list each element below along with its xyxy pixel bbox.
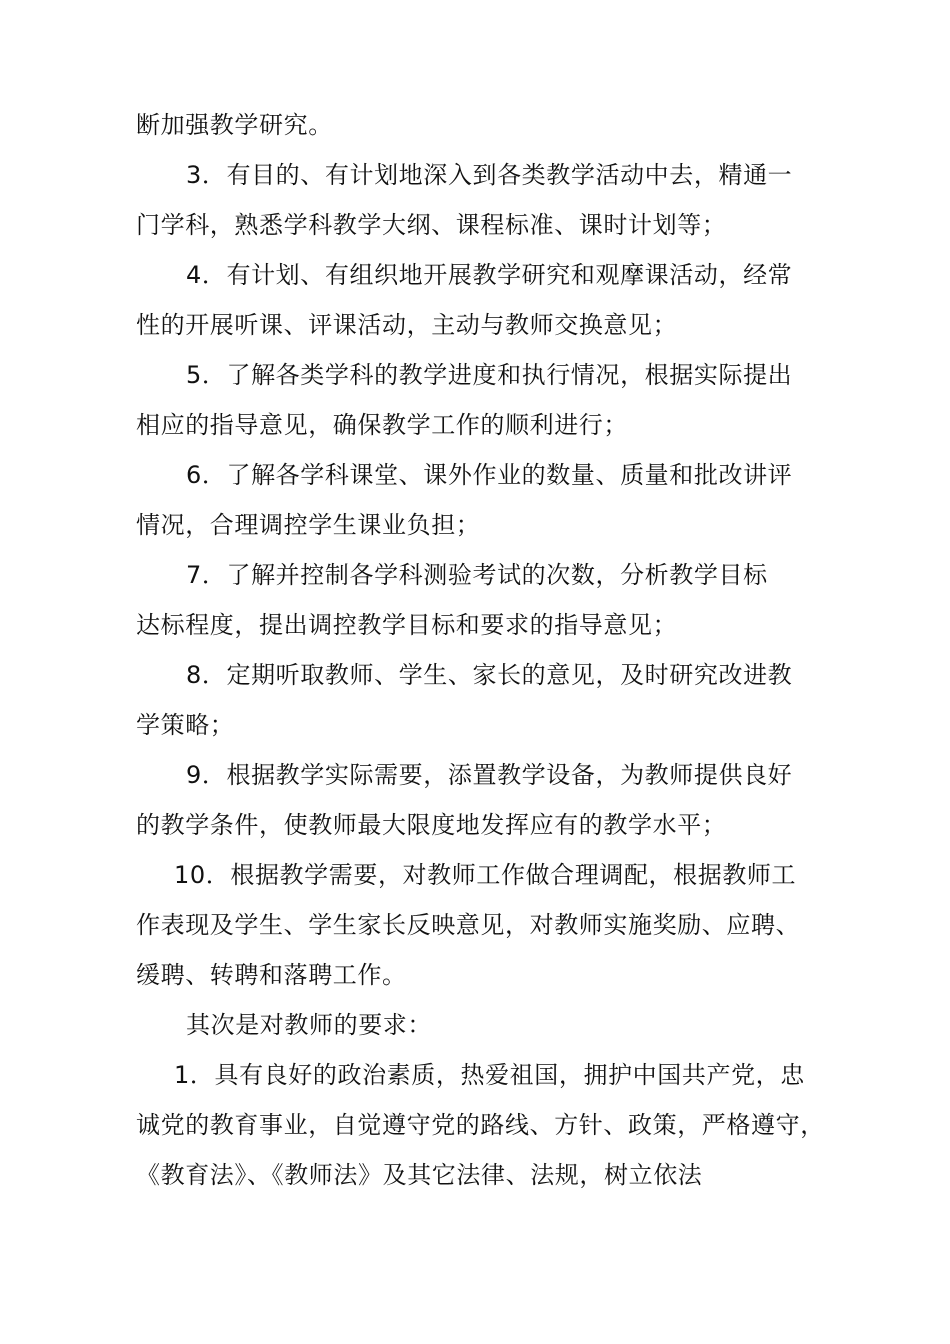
text-line: 达标程度，提出调控教学目标和要求的指导意见； <box>136 611 678 639</box>
text-line: 4．有计划、有组织地开展教学研究和观摩课活动，经常 <box>186 261 793 289</box>
text-line: 3．有目的、有计划地深入到各类教学活动中去，精通一 <box>186 161 793 189</box>
text-line: 7．了解并控制各学科测验考试的次数，分析教学目标 <box>186 561 768 589</box>
text-line: 相应的指导意见，确保教学工作的顺利进行； <box>136 411 628 439</box>
text-line: 性的开展听课、评课活动，主动与教师交换意见； <box>136 311 678 339</box>
text-line: 学策略； <box>136 711 235 739</box>
text-line: 断加强教学研究。 <box>136 111 333 139</box>
text-line: 诚党的教育事业，自觉遵守党的路线、方针、政策，严格遵守， <box>136 1111 825 1139</box>
text-line: 6．了解各学科课堂、课外作业的数量、质量和批改讲评 <box>186 461 793 489</box>
text-line: 1．具有良好的政治素质，热爱祖国，拥护中国共产党，忠 <box>174 1061 805 1089</box>
text-line: 门学科，熟悉学科教学大纲、课程标准、课时计划等； <box>136 211 727 239</box>
text-line: 的教学条件，使教师最大限度地发挥应有的教学水平； <box>136 811 727 839</box>
text-line: 5．了解各类学科的教学进度和执行情况，根据实际提出 <box>186 361 793 389</box>
text-line: 10．根据教学需要，对教师工作做合理调配，根据教师工 <box>174 861 797 889</box>
text-line: 情况，合理调控学生课业负担； <box>136 511 481 539</box>
text-line: 作表现及学生、学生家长反映意见，对教师实施奖励、应聘、 <box>136 911 801 939</box>
text-line: 缓聘、转聘和落聘工作。 <box>136 961 407 989</box>
text-line: 其次是对教师的要求： <box>186 1011 432 1039</box>
text-line: 8．定期听取教师、学生、家长的意见，及时研究改进教 <box>186 661 793 689</box>
text-line: 《教育法》、《教师法》及其它法律、法规，树立依法 <box>136 1161 703 1189</box>
text-line: 9．根据教学实际需要，添置教学设备，为教师提供良好 <box>186 761 793 789</box>
